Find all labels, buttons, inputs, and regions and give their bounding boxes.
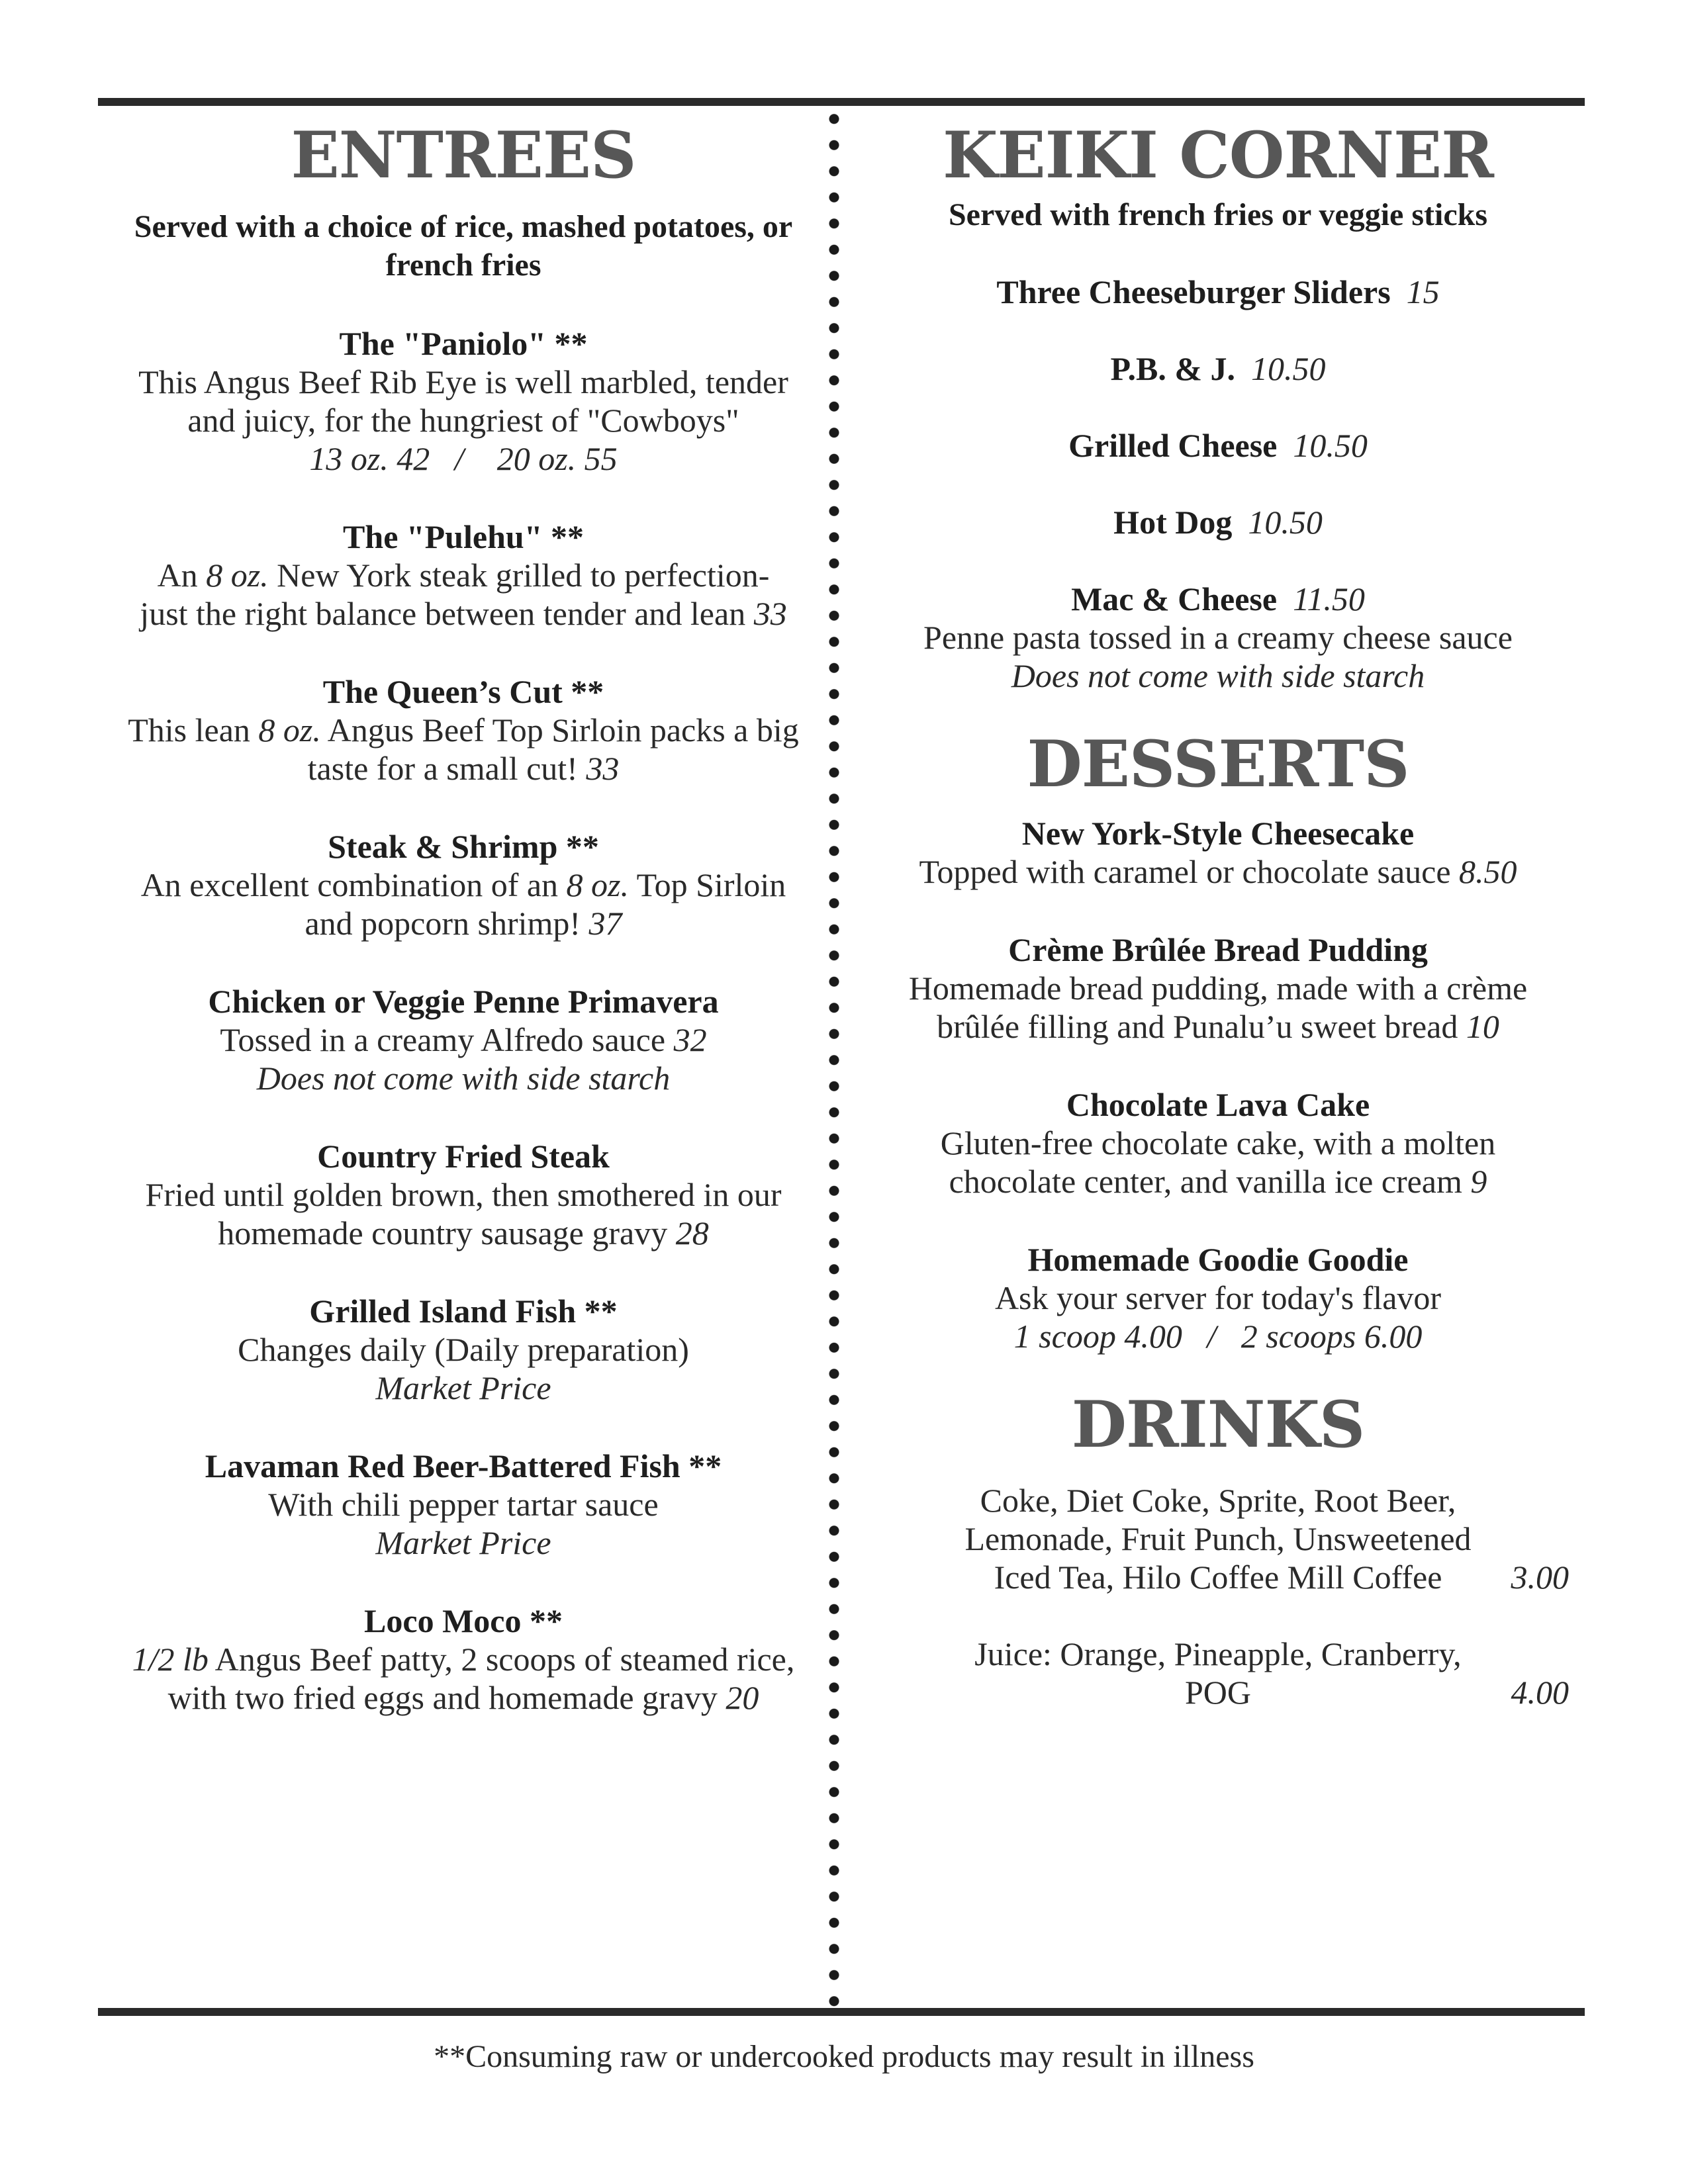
item-description: Ask your server for today's flavor xyxy=(994,1279,1442,1316)
item-price: 20 xyxy=(726,1679,759,1716)
item-description: This Angus Beef Rib Eye is well marbled, tender xyxy=(138,363,788,400)
keiki-title: KEIKI CORNER xyxy=(943,118,1493,193)
menu-item xyxy=(99,982,827,1097)
menu-item xyxy=(99,1292,827,1407)
menu-item xyxy=(99,518,827,633)
menu-item xyxy=(854,503,1582,541)
item-name: Three Cheeseburger Sliders xyxy=(996,273,1391,310)
item-note: Does not come with side starch xyxy=(256,1060,671,1097)
item-description: just the right balance between tender and lean 33 xyxy=(140,595,787,632)
menu-item xyxy=(854,1085,1582,1201)
item-name: Grilled Cheese xyxy=(1068,427,1278,464)
item-description: Homemade bread pudding, made with a crème xyxy=(908,970,1528,1007)
item-name: Chicken or Veggie Penne Primavera xyxy=(208,983,719,1020)
keiki-subtitle: Served with french fries or veggie sticks xyxy=(948,197,1488,232)
item-description: Penne pasta tossed in a creamy cheese sauce xyxy=(923,619,1513,656)
item-description: An excellent combination of an 8 oz. Top Sirloin xyxy=(140,866,786,903)
item-name: The "Pulehu" ** xyxy=(343,518,584,555)
item-name: P.B. & J. xyxy=(1110,350,1235,387)
item-price: 33 xyxy=(586,750,620,787)
item-description: Changes daily (Daily preparation) xyxy=(238,1331,689,1368)
dotted-column-divider xyxy=(827,106,841,2008)
menu-item xyxy=(854,426,1582,465)
item-price: 10.50 xyxy=(1248,504,1323,541)
menu-item xyxy=(99,1447,827,1562)
item-price: 32 xyxy=(673,1021,707,1058)
item-description: chocolate center, and vanilla ice cream 9 xyxy=(949,1163,1487,1200)
item-description: With chili pepper tartar sauce xyxy=(268,1486,659,1523)
item-price: 28 xyxy=(675,1214,709,1251)
item-description: brûlée filling and Punalu’u sweet bread 10 xyxy=(937,1008,1499,1045)
item-name: Chocolate Lava Cake xyxy=(1066,1086,1370,1123)
menu-item xyxy=(99,1137,827,1252)
top-rule xyxy=(98,98,1585,106)
item-price: 33 xyxy=(753,595,787,632)
item-name: Loco Moco ** xyxy=(364,1602,563,1639)
drink-line: Juice: Orange, Pineapple, Cranberry, xyxy=(974,1635,1462,1672)
item-price: 10.50 xyxy=(1250,350,1326,387)
menu-item xyxy=(99,827,827,942)
item-price: 10.50 xyxy=(1293,427,1368,464)
menu-item xyxy=(99,672,827,788)
item-price: 11.50 xyxy=(1293,580,1365,617)
drink-line: Coke, Diet Coke, Sprite, Root Beer, xyxy=(980,1482,1456,1519)
item-name: Crème Brûlée Bread Pudding xyxy=(1008,931,1428,968)
item-name: Hot Dog xyxy=(1113,504,1233,541)
item-price: Market Price xyxy=(375,1524,551,1561)
menu-item xyxy=(854,1240,1582,1355)
item-description: Tossed in a creamy Alfredo sauce 32 xyxy=(220,1021,707,1058)
desserts-title: DESSERTS xyxy=(1027,727,1409,801)
item-price: 9 xyxy=(1470,1163,1487,1200)
item-name: Lavaman Red Beer-Battered Fish ** xyxy=(205,1447,722,1484)
drink-line: Iced Tea, Hilo Coffee Mill Coffee 3.00 xyxy=(994,1559,1569,1596)
menu-item xyxy=(854,349,1582,388)
drink-line: Lemonade, Fruit Punch, Unsweetened xyxy=(964,1520,1472,1557)
item-name: Steak & Shrimp ** xyxy=(328,828,599,865)
item-name: The "Paniolo" ** xyxy=(339,325,588,362)
item-price: 37 xyxy=(588,905,622,942)
menu-item xyxy=(854,580,1582,695)
entrees-section xyxy=(99,113,827,1717)
item-description: and popcorn shrimp! 37 xyxy=(305,905,622,942)
entrees-title: ENTREES xyxy=(291,118,636,193)
item-description: Topped with caramel or chocolate sauce 8.50 xyxy=(919,853,1517,890)
item-name: Homemade Goodie Goodie xyxy=(1027,1241,1409,1278)
menu-item xyxy=(854,273,1582,311)
item-price: Market Price xyxy=(375,1369,551,1406)
right-column xyxy=(854,113,1582,1711)
menu-item xyxy=(99,324,827,478)
menu-item xyxy=(854,931,1582,1046)
item-description: This lean 8 oz. Angus Beef Top Sirloin packs a big xyxy=(128,711,799,749)
drinks-title: DRINKS xyxy=(1071,1387,1365,1462)
entrees-subtitle: Served with a choice of rice, mashed potatoes, or french fries xyxy=(134,209,793,283)
drink-line: POG 4.00 xyxy=(1184,1674,1569,1711)
item-price: 10 xyxy=(1466,1008,1499,1045)
item-description: homemade country sausage gravy 28 xyxy=(218,1214,709,1251)
menu-item xyxy=(854,814,1582,891)
item-description: taste for a small cut! 33 xyxy=(307,750,620,787)
item-description: Gluten-free chocolate cake, with a molten xyxy=(940,1124,1496,1161)
bottom-rule xyxy=(98,2008,1585,2016)
drinks-list xyxy=(854,1481,1582,1711)
item-name: New York-Style Cheesecake xyxy=(1021,815,1415,852)
item-description: and juicy, for the hungriest of "Cowboys" xyxy=(187,402,739,439)
item-description: Fried until golden brown, then smothered in our xyxy=(145,1176,782,1213)
menu-item xyxy=(99,1602,827,1717)
item-price: 1 scoop 4.00 / 2 scoops 6.00 xyxy=(1013,1318,1423,1355)
item-description: with two fried eggs and homemade gravy 20 xyxy=(167,1679,759,1716)
drink-price: 3.00 xyxy=(1511,1559,1569,1596)
item-description: 1/2 lb Angus Beef patty, 2 scoops of steamed rice, xyxy=(132,1641,795,1678)
footer-disclaimer: **Consuming raw or undercooked products may result in illness xyxy=(434,2039,1254,2074)
item-name: The Queen’s Cut ** xyxy=(322,673,604,710)
item-name: Mac & Cheese xyxy=(1071,580,1278,617)
drink-price: 4.00 xyxy=(1511,1674,1569,1711)
item-note: Does not come with side starch xyxy=(1011,657,1425,694)
item-price: 15 xyxy=(1406,273,1440,310)
item-description: An 8 oz. New York steak grilled to perfection- xyxy=(157,557,770,594)
item-name: Country Fried Steak xyxy=(317,1138,610,1175)
item-name: Grilled Island Fish ** xyxy=(309,1293,618,1330)
item-price: 13 oz. 42 / 20 oz. 55 xyxy=(309,440,618,477)
item-price: 8.50 xyxy=(1459,853,1517,890)
